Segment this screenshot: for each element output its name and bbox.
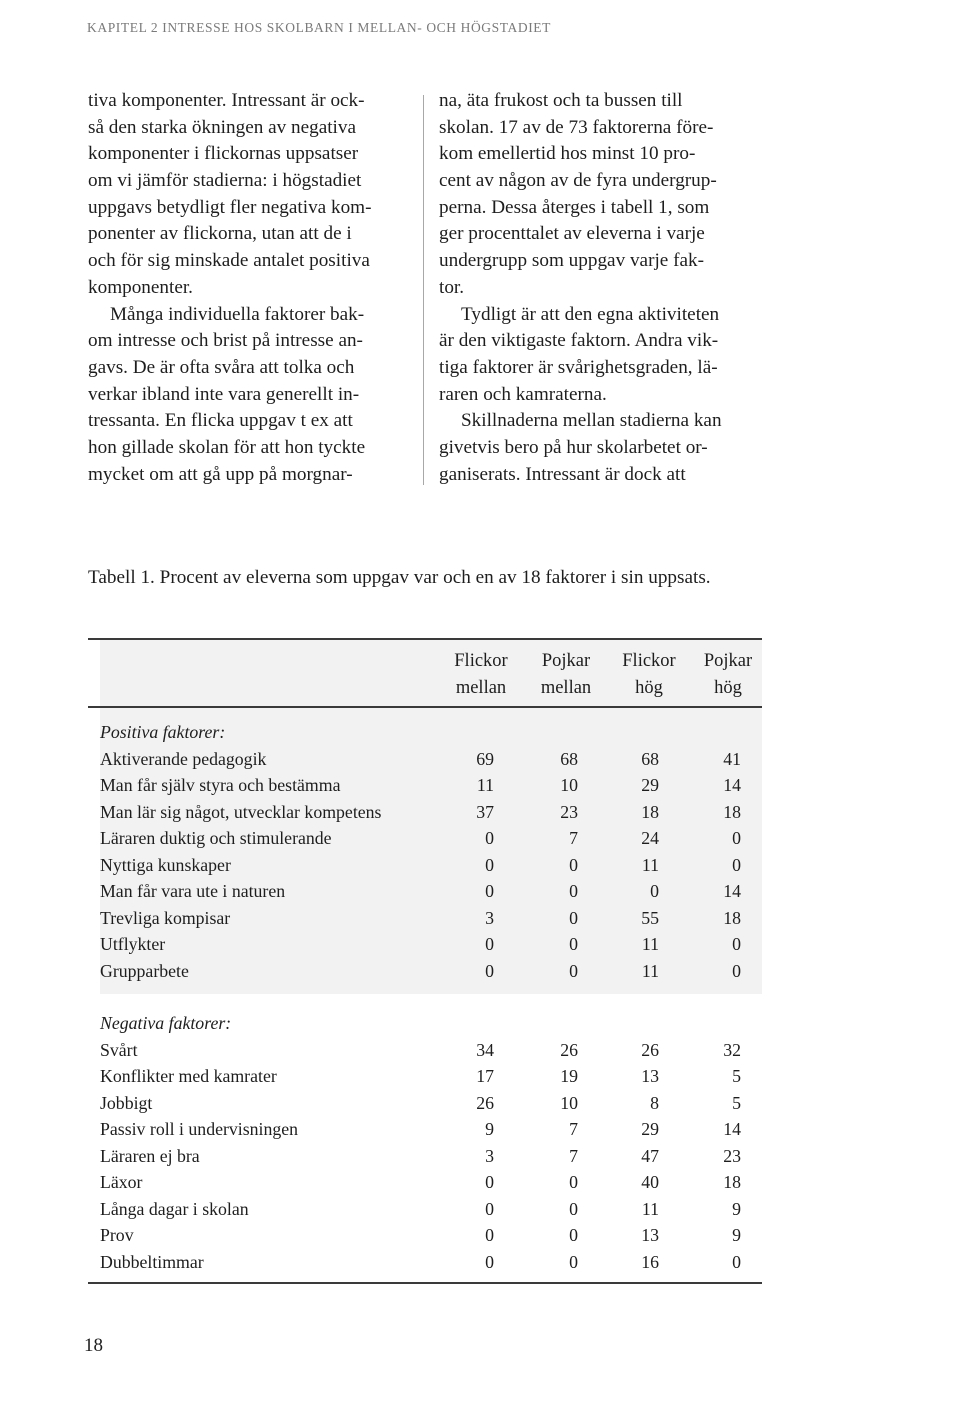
left-text-column bbox=[88, 88, 414, 488]
column-header-line1: Flickor bbox=[454, 651, 508, 671]
text-line: så den starka ökningen av negativa bbox=[88, 116, 356, 138]
table-cell: 0 bbox=[569, 934, 578, 954]
table-cell: 41 bbox=[723, 748, 741, 769]
table-cell: 0 bbox=[485, 1198, 494, 1219]
table-cell: 0 bbox=[485, 934, 494, 954]
table-cell: 8 bbox=[650, 1092, 659, 1113]
table-cell: 29 bbox=[641, 775, 659, 795]
row-label: Svårt bbox=[100, 1039, 138, 1060]
table-cell: 0 bbox=[732, 960, 741, 981]
table-cell: 32 bbox=[723, 1039, 741, 1060]
text-line: mycket om att gå upp på morgnar- bbox=[88, 463, 353, 485]
table-cell: 0 bbox=[569, 854, 578, 875]
table-cell: 0 bbox=[485, 854, 494, 875]
table-cell: 69 bbox=[476, 748, 494, 769]
table-cell: 26 bbox=[641, 1039, 659, 1060]
row-label: Läraren ej bra bbox=[100, 1145, 200, 1166]
table-cell: 0 bbox=[650, 881, 659, 901]
factor-table bbox=[88, 638, 762, 1283]
table-header-rule bbox=[88, 706, 762, 708]
row-label: Passiv roll i undervisningen bbox=[100, 1119, 299, 1139]
table-cell: 18 bbox=[723, 801, 741, 822]
table-cell: 47 bbox=[641, 1145, 659, 1166]
table-caption: Tabell 1. Procent av eleverna som uppgav var och en av 18 faktorer i sin uppsats. bbox=[88, 567, 711, 588]
table-cell: 17 bbox=[476, 1066, 494, 1086]
text-line: tor. bbox=[439, 276, 465, 298]
table-cell: 14 bbox=[723, 775, 741, 795]
column-header-line2: mellan bbox=[455, 678, 507, 698]
table-cell: 18 bbox=[723, 1172, 741, 1192]
table-cell: 0 bbox=[569, 907, 578, 928]
table-cell: 18 bbox=[723, 907, 741, 928]
text-line: ponenter av flickorna, utan att de i bbox=[88, 223, 352, 245]
table-cell: 10 bbox=[560, 1092, 578, 1113]
table-bottom-rule bbox=[88, 1282, 762, 1284]
table-cell: 0 bbox=[485, 1225, 494, 1245]
table-cell: 13 bbox=[641, 1225, 659, 1245]
table-cell: 0 bbox=[485, 1172, 494, 1192]
table-cell: 0 bbox=[569, 1198, 578, 1219]
table-cell: 40 bbox=[641, 1172, 659, 1192]
table-cell: 0 bbox=[569, 1225, 578, 1245]
column-header-line2: mellan bbox=[540, 678, 592, 698]
table-cell: 19 bbox=[560, 1066, 578, 1086]
column-header-flickor-hog bbox=[613, 648, 685, 702]
table-cell: 0 bbox=[569, 960, 578, 981]
column-header-line1: Pojkar bbox=[541, 651, 591, 671]
text-line: är den viktigaste faktorn. Andra vik- bbox=[439, 330, 719, 352]
row-label: Dubbeltimmar bbox=[100, 1251, 204, 1272]
text-line: Skillnaderna mellan stadierna kan bbox=[461, 410, 722, 432]
text-line: komponenter i flickornas uppsatser bbox=[88, 143, 359, 165]
column-header-pojkar-hog bbox=[692, 648, 764, 702]
table-top-rule bbox=[88, 638, 762, 640]
row-label: Nyttiga kunskaper bbox=[100, 854, 231, 875]
column-header-flickor-mellan bbox=[445, 648, 517, 702]
row-label: Läxor bbox=[100, 1172, 143, 1192]
table-cell: 37 bbox=[476, 801, 494, 822]
table-cell: 24 bbox=[641, 828, 659, 848]
table-cell: 0 bbox=[732, 1251, 741, 1272]
table-cell: 0 bbox=[485, 1251, 494, 1272]
table-cell: 0 bbox=[732, 854, 741, 875]
table-cell: 9 bbox=[485, 1119, 494, 1139]
row-label: Prov bbox=[100, 1225, 134, 1245]
table-cell: 9 bbox=[732, 1198, 741, 1219]
table-cell: 23 bbox=[560, 801, 578, 822]
column-header-line2: hög bbox=[635, 678, 663, 698]
table-cell: 14 bbox=[723, 881, 741, 901]
table-cell: 10 bbox=[560, 775, 578, 795]
table-cell: 5 bbox=[732, 1092, 741, 1113]
table-cell: 18 bbox=[641, 801, 659, 822]
table-cell: 14 bbox=[723, 1119, 741, 1139]
section-heading: Negativa faktorer: bbox=[100, 1013, 232, 1033]
text-line: Många individuella faktorer bak- bbox=[110, 303, 365, 325]
text-line: tressanta. En flicka uppgav t ex att bbox=[88, 410, 353, 432]
row-label: Läraren duktig och stimulerande bbox=[100, 828, 332, 848]
table-cell: 26 bbox=[476, 1092, 494, 1113]
table-cell: 7 bbox=[569, 828, 578, 848]
table-cell: 11 bbox=[641, 934, 659, 954]
row-label: Jobbigt bbox=[100, 1092, 153, 1113]
table-cell: 26 bbox=[560, 1039, 578, 1060]
text-line: och för sig minskade antalet positiva bbox=[88, 250, 370, 272]
row-label: Utflykter bbox=[100, 934, 166, 954]
running-head: KAPITEL 2 INTRESSE HOS SKOLBARN I MELLAN- OCH HÖGSTADIET bbox=[87, 20, 552, 35]
section-heading: Positiva faktorer: bbox=[100, 722, 226, 742]
table-cell: 13 bbox=[641, 1066, 659, 1086]
text-line: undergrupp som uppgav varje fak- bbox=[439, 250, 704, 272]
text-line: kom emellertid hos minst 10 pro- bbox=[439, 143, 696, 165]
column-header-pojkar-mellan bbox=[530, 648, 602, 702]
text-line: om vi jämför stadierna: i högstadiet bbox=[88, 170, 362, 192]
table-cell: 11 bbox=[641, 1198, 659, 1219]
table-cell: 0 bbox=[485, 881, 494, 901]
table-cell: 0 bbox=[732, 828, 741, 848]
text-line: komponenter. bbox=[88, 276, 193, 298]
text-line: ger procenttalet av eleverna i varje bbox=[439, 223, 705, 245]
page-number: 18 bbox=[84, 1335, 103, 1356]
row-label: Trevliga kompisar bbox=[100, 907, 231, 928]
text-line: verkar ibland inte vara generellt in- bbox=[88, 383, 360, 405]
table-cell: 0 bbox=[569, 881, 578, 901]
table-cell: 29 bbox=[641, 1119, 659, 1139]
row-label: Aktiverande pedagogik bbox=[100, 748, 267, 769]
table-cell: 7 bbox=[569, 1145, 578, 1166]
table-cell: 23 bbox=[723, 1145, 741, 1166]
table-cell: 0 bbox=[485, 960, 494, 981]
row-label: Man lär sig något, utvecklar kompetens bbox=[100, 801, 382, 822]
table-cell: 34 bbox=[476, 1039, 494, 1060]
table-cell: 11 bbox=[476, 775, 494, 795]
table-cell: 11 bbox=[641, 960, 659, 981]
table-cell: 16 bbox=[641, 1251, 659, 1272]
text-line: ganiserats. Intressant är dock att bbox=[439, 463, 686, 485]
column-divider bbox=[423, 95, 424, 485]
text-line: cent av någon av de fyra undergrup- bbox=[439, 170, 717, 192]
column-header-line1: Flickor bbox=[622, 651, 676, 671]
text-line: perna. Dessa återges i tabell 1, som bbox=[439, 196, 710, 218]
text-line: om intresse och brist på intresse an- bbox=[88, 330, 363, 352]
table-cell: 0 bbox=[732, 934, 741, 954]
row-label: Grupparbete bbox=[100, 960, 189, 981]
table-cell: 5 bbox=[732, 1066, 741, 1086]
table-cell: 11 bbox=[641, 854, 659, 875]
text-line: uppgavs betydligt fler negativa kom- bbox=[88, 196, 372, 218]
text-line: tiva komponenter. Intressant är ock- bbox=[88, 90, 365, 111]
text-line: givetvis bero på hur skolarbetet or- bbox=[439, 436, 708, 458]
text-line: hon gillade skolan för att hon tyckte bbox=[88, 436, 366, 458]
row-label: Man får vara ute i naturen bbox=[100, 881, 286, 901]
text-line: tiga faktorer är svårighetsgraden, lä- bbox=[439, 356, 718, 378]
text-line: gavs. De är ofta svåra att tolka och bbox=[88, 356, 355, 378]
text-line: skolan. 17 av de 73 faktorerna före- bbox=[439, 116, 714, 138]
table-cell: 0 bbox=[569, 1251, 578, 1272]
row-label: Långa dagar i skolan bbox=[100, 1198, 249, 1219]
right-text-column bbox=[439, 88, 765, 488]
table-cell: 0 bbox=[569, 1172, 578, 1192]
text-line: Tydligt är att den egna aktiviteten bbox=[461, 303, 720, 325]
text-line: na, äta frukost och ta bussen till bbox=[439, 90, 683, 111]
text-line: raren och kamraterna. bbox=[439, 383, 607, 405]
table-cell: 9 bbox=[732, 1225, 741, 1245]
table-cell: 7 bbox=[569, 1119, 578, 1139]
table-cell: 0 bbox=[485, 828, 494, 848]
table-cell: 55 bbox=[641, 907, 659, 928]
table-cell: 3 bbox=[485, 1145, 494, 1166]
row-label: Konflikter med kamrater bbox=[100, 1066, 277, 1086]
table-cell: 3 bbox=[485, 907, 494, 928]
table-cell: 68 bbox=[560, 748, 578, 769]
row-label: Man får själv styra och bestämma bbox=[100, 775, 341, 795]
column-header-line2: hög bbox=[714, 678, 742, 698]
column-header-line1: Pojkar bbox=[703, 651, 753, 671]
table-cell: 68 bbox=[641, 748, 659, 769]
